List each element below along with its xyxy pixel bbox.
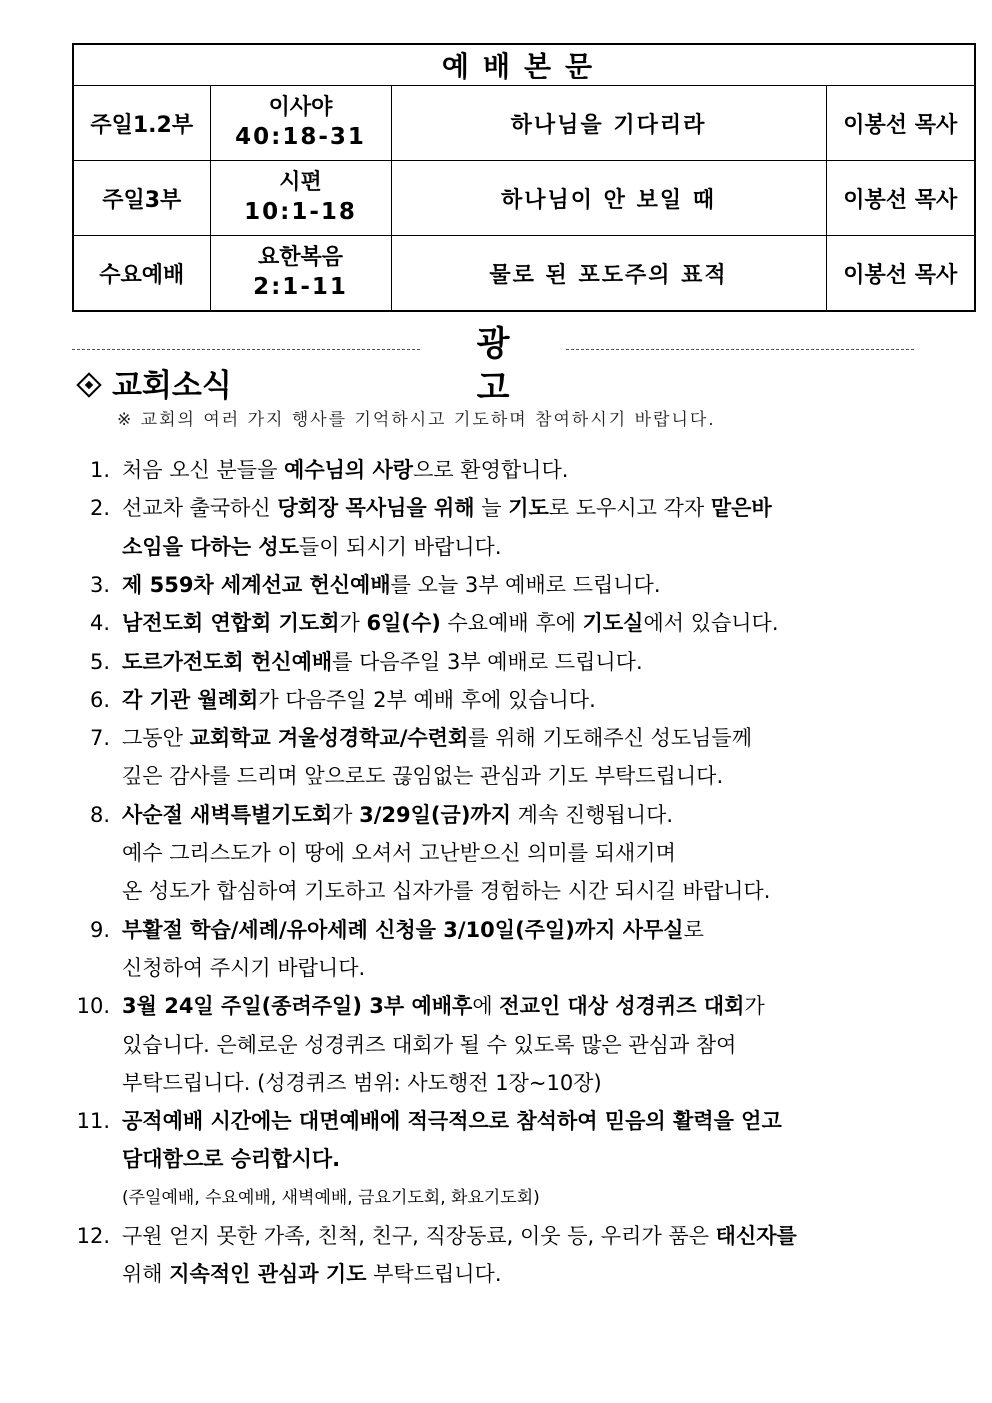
service-name: 주일1.2부 bbox=[73, 86, 210, 161]
announcement-line bbox=[122, 451, 568, 489]
announcement-line bbox=[122, 1255, 502, 1293]
announcement-number: 7. bbox=[89, 726, 110, 751]
announcement-number: 10. bbox=[76, 994, 110, 1019]
scripture-book: 요한복음 bbox=[257, 245, 343, 270]
announcement-line bbox=[122, 528, 502, 566]
emphasis-text: 지속적인 관심과 기도 bbox=[169, 1262, 367, 1287]
announcement-text: 를 위해 기도해주신 성도님들께 bbox=[468, 726, 752, 751]
emphasis-text: 3월 24일 주일(종려주일) 3부 예배후 bbox=[122, 994, 473, 1019]
scripture-reference: 2:1-11 bbox=[253, 274, 348, 300]
announcement-number: 2. bbox=[89, 496, 110, 521]
announcement-line bbox=[122, 872, 770, 910]
announcement-line bbox=[122, 987, 765, 1025]
announcement-line bbox=[122, 796, 673, 834]
emphasis-text: 6일(수) bbox=[366, 611, 441, 636]
announcement-line bbox=[122, 719, 752, 757]
dashed-divider-right bbox=[566, 349, 914, 350]
announcement-text: 구원 얻지 못한 가족, 친척, 친구, 직장동료, 이웃 등, 우리가 품은 bbox=[122, 1224, 716, 1248]
announcement-number: 6. bbox=[89, 687, 110, 712]
emphasis-text: 기도 bbox=[508, 496, 549, 521]
emphasis-text: 제 559차 세계선교 헌신예배 bbox=[122, 572, 391, 597]
announcement-text: 부탁드립니다. bbox=[366, 1262, 502, 1287]
scripture bbox=[210, 161, 391, 236]
announcement-text: (주일예배, 수요예배, 새벽예배, 금요기도회, 화요기도회) bbox=[122, 1187, 540, 1208]
scripture-book: 시편 bbox=[279, 170, 322, 195]
diamond-bullet-icon bbox=[76, 372, 101, 397]
emphasis-text: 담대함으로 승리합시다. bbox=[122, 1147, 341, 1172]
announcement-line bbox=[122, 1026, 736, 1064]
announcement-line bbox=[122, 911, 704, 949]
announcement-line bbox=[122, 949, 365, 987]
announcement-text: 로 도우시고 각자 bbox=[548, 496, 711, 521]
announcement-line bbox=[122, 1064, 602, 1102]
emphasis-text: 도르가전도회 헌신예배 bbox=[122, 649, 333, 674]
sermon-row bbox=[73, 236, 975, 312]
announcement-number: 11. bbox=[76, 1109, 110, 1134]
announcement-number: 12. bbox=[76, 1224, 110, 1248]
sermon-title: 물로 된 포도주의 표적 bbox=[391, 236, 826, 312]
announcement-text: 깊은 감사를 드리며 앞으로도 끊임없는 관심과 기도 부탁드립니다. bbox=[122, 764, 724, 789]
emphasis-text: 당회장 목사님을 위해 bbox=[277, 496, 475, 521]
scripture-reference: 10:1-18 bbox=[244, 199, 357, 225]
sermon-table-title: 예배본문 bbox=[73, 44, 975, 86]
emphasis-text: 각 기관 월례회 bbox=[122, 687, 259, 712]
preacher: 이봉선 목사 bbox=[826, 86, 975, 161]
announcement-line bbox=[122, 681, 596, 719]
announcement-text: 에 bbox=[472, 994, 500, 1019]
announcement-line bbox=[122, 757, 723, 795]
announcement-text: 선교차 출국하신 bbox=[122, 496, 278, 521]
preacher: 이봉선 목사 bbox=[826, 161, 975, 236]
preacher: 이봉선 목사 bbox=[826, 236, 975, 312]
announcement-line bbox=[122, 1140, 340, 1178]
announcement-text: 수요예배 후에 bbox=[440, 611, 583, 636]
announcement-line bbox=[122, 643, 643, 681]
announcement-text: 으로 환영합니다. bbox=[413, 458, 569, 482]
announcement-text: 를 다음주일 3부 예배로 드립니다. bbox=[332, 649, 643, 674]
announcement-text: 부탁드립니다. (성경퀴즈 범위: 사도행전 1장~10장) bbox=[122, 1070, 602, 1095]
emphasis-text: 공적예배 시간에는 대면예배에 적극적으로 참석하여 믿음의 활력을 얻고 bbox=[122, 1109, 782, 1134]
emphasis-text: 전교인 대상 성경퀴즈 대회 bbox=[499, 994, 745, 1019]
emphasis-text: 3/29일(금)까지 bbox=[359, 802, 511, 827]
emphasis-text: 남전도회 연합회 기도회 bbox=[122, 611, 340, 636]
announcement-line bbox=[122, 489, 772, 527]
announcement-line bbox=[122, 834, 676, 872]
announcement-text: 로 bbox=[683, 917, 704, 942]
announcement-number: 9. bbox=[89, 917, 110, 942]
scripture-reference: 40:18-31 bbox=[235, 124, 366, 150]
announcement-text: 늘 bbox=[474, 496, 509, 521]
emphasis-text: 부활절 학습/세례/유아세례 신청을 3/10일(주일)까지 사무실 bbox=[122, 917, 684, 942]
announcement-text: 그동안 bbox=[122, 726, 190, 751]
emphasis-text: 예수님의 사랑 bbox=[284, 458, 414, 482]
church-news-note: ※ 교회의 여러 가지 행사를 기억하시고 기도하며 참여하시기 바랍니다. bbox=[117, 410, 716, 430]
announcement-text: 신청하여 주시기 바랍니다. bbox=[122, 955, 366, 980]
announcement-line bbox=[122, 566, 661, 604]
announcement-line bbox=[122, 604, 779, 642]
scripture bbox=[210, 86, 391, 161]
announcement-number: 3. bbox=[89, 572, 110, 597]
emphasis-text: 교회학교 겨울성경학교/수련회 bbox=[189, 726, 469, 751]
announcement-text: 온 성도가 합심하여 기도하고 십자가를 경험하는 시간 되시길 바랍니다. bbox=[122, 879, 771, 904]
announcement-number: 4. bbox=[89, 611, 110, 636]
dashed-divider-left bbox=[72, 349, 420, 350]
church-news-title: 교회소식 bbox=[112, 368, 232, 404]
announcement-text: 에서 있습니다. bbox=[643, 611, 779, 636]
announcement-text: 처음 오신 분들을 bbox=[122, 458, 285, 482]
announcements-title: 광고 bbox=[476, 324, 536, 408]
announcement-text: 있습니다. 은혜로운 성경퀴즈 대회가 될 수 있도록 많은 관심과 참여 bbox=[122, 1032, 737, 1057]
announcement-text: 를 오늘 3부 예배로 드립니다. bbox=[390, 572, 661, 597]
announcement-number: 8. bbox=[89, 802, 110, 827]
announcement-text: 예수 그리스도가 이 땅에 오셔서 고난받으신 의미를 되새기며 bbox=[122, 841, 676, 865]
announcement-text: 가 bbox=[744, 994, 765, 1019]
service-name: 수요예배 bbox=[73, 236, 210, 312]
announcement-text: 계속 진행됩니다. bbox=[511, 802, 674, 827]
announcement-number: 1. bbox=[89, 458, 110, 482]
sermon-row bbox=[73, 161, 975, 236]
emphasis-text: 태신자를 bbox=[715, 1224, 797, 1248]
emphasis-text: 맡은바 bbox=[710, 496, 772, 521]
emphasis-text: 사순절 새벽특별기도회 bbox=[122, 802, 333, 827]
announcement-text: 가 bbox=[332, 802, 360, 827]
sermon-title: 하나님을 기다리라 bbox=[391, 86, 826, 161]
sermon-table bbox=[72, 43, 976, 312]
announcement-text: 들이 되시기 바랍니다. bbox=[298, 534, 502, 559]
announcement-line bbox=[122, 1179, 540, 1217]
emphasis-text: 기도실 bbox=[582, 611, 644, 636]
announcement-line bbox=[122, 1217, 797, 1255]
church-news-heading bbox=[76, 366, 232, 406]
announcement-line bbox=[122, 1102, 782, 1140]
emphasis-text: 소임을 다하는 성도 bbox=[122, 534, 299, 559]
service-name: 주일3부 bbox=[73, 161, 210, 236]
announcement-text: 가 bbox=[339, 611, 367, 636]
announcement-number: 5. bbox=[89, 649, 110, 674]
scripture-book: 이사야 bbox=[268, 95, 333, 120]
announcement-text: 가 다음주일 2부 예배 후에 있습니다. bbox=[258, 687, 596, 712]
sermon-title: 하나님이 안 보일 때 bbox=[391, 161, 826, 236]
scripture bbox=[210, 236, 391, 312]
sermon-row bbox=[73, 86, 975, 161]
announcement-text: 위해 bbox=[122, 1262, 170, 1287]
